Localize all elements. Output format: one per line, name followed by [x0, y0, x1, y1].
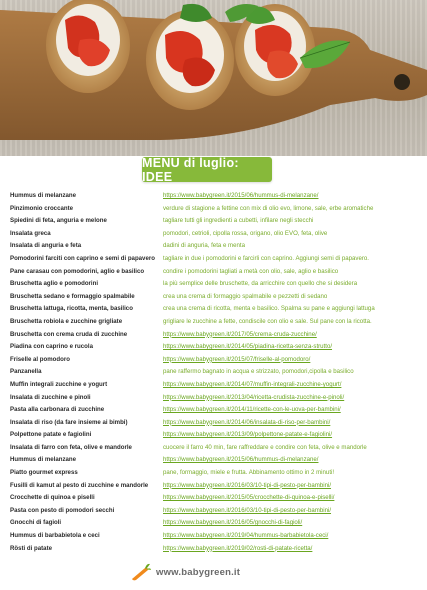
- menu-list: [10, 190, 420, 555]
- menu-row: [10, 530, 420, 543]
- dish-name: Insalata di anguria e feta: [10, 242, 82, 250]
- dish-description: pomodori, cetrioli, cipolla rossa, origano, olio EVO, feta, olive: [163, 229, 328, 237]
- recipe-link[interactable]: https://www.babygreen.it/2019/02/rosti-di-patate-ricetta/: [163, 544, 313, 552]
- dish-description: crea una crema di ricotta, menta e basilico. Spalma su pane e aggiungi lattuga: [163, 305, 375, 313]
- menu-row: [10, 203, 420, 216]
- menu-row: [10, 392, 420, 405]
- menu-row: [10, 429, 420, 442]
- menu-row: [10, 366, 420, 379]
- menu-row: [10, 215, 420, 228]
- dish-name: Pasta con pesto di pomodori secchi: [10, 506, 115, 514]
- dish-description: dadini di anguria, feta e menta: [163, 242, 245, 250]
- menu-row: [10, 303, 420, 316]
- menu-row: [10, 190, 420, 203]
- dish-description: pane raffermo bagnato in acqua e strizzato, pomodori,cipolla e basilico: [163, 368, 354, 376]
- dish-name: Bruschetta robiola e zucchine grigliate: [10, 317, 123, 325]
- dish-description: la più semplice delle bruschette, da arricchire con quello che si desidera: [163, 280, 358, 288]
- recipe-link[interactable]: https://www.babygreen.it/2014/07/muffin-integrali-zucchine-yogurt/: [163, 380, 342, 388]
- menu-row: [10, 341, 420, 354]
- dish-name: Pasta alla carbonara di zucchine: [10, 406, 105, 414]
- menu-row: [10, 417, 420, 430]
- dish-name: Hummus di melanzane: [10, 456, 77, 464]
- dish-name: Panzanella: [10, 368, 42, 376]
- menu-row: [10, 278, 420, 291]
- dish-description: verdure di stagione a fettine con mix di olio evo, limone, sale, erbe aromatiche: [163, 204, 374, 212]
- dish-name: Bruschetta aglio e pomodorini: [10, 280, 99, 288]
- dish-description: pane, formaggio, miele e frutta. Abbinamento ottimo in 2 minuti!: [163, 469, 335, 477]
- dish-description: tagliare in due i pomodorini e farcirli con caprino. Aggiungi semi di papavero.: [163, 254, 369, 262]
- dish-name: Pomodorini farciti con caprino e semi di papavero: [10, 254, 155, 262]
- menu-row: [10, 354, 420, 367]
- page-title: MENU di luglio: IDEE: [142, 157, 272, 182]
- recipe-link[interactable]: https://www.babygreen.it/2015/06/hummus-di-melanzane/: [163, 456, 319, 464]
- menu-row: [10, 404, 420, 417]
- dish-name: Gnocchi di fagioli: [10, 519, 62, 527]
- recipe-link[interactable]: https://www.babygreen.it/2016/03/10-tipi-di-pesto-per-bambini/: [163, 481, 332, 489]
- menu-row: [10, 240, 420, 253]
- dish-description: tagliare tutti gli ingredienti a cubetti, infilare negli stecchi: [163, 217, 314, 225]
- recipe-link[interactable]: https://www.babygreen.it/2015/07/friselle-al-pomodoro/: [163, 355, 311, 363]
- recipe-link[interactable]: https://www.babygreen.it/2017/05/crema-cruda-zucchine/: [163, 330, 317, 338]
- dish-name: Friselle al pomodoro: [10, 355, 70, 363]
- menu-row: [10, 454, 420, 467]
- recipe-link[interactable]: https://www.babygreen.it/2015/06/hummus-di-melanzane/: [163, 192, 319, 199]
- dish-name: Insalata di zucchine e pinoli: [10, 393, 91, 401]
- dish-description: crea una crema di formaggio spalmabile e pezzetti di sedano: [163, 292, 328, 300]
- dish-name: Piadina con caprino e rucola: [10, 343, 93, 351]
- menu-row: [10, 253, 420, 266]
- dish-name: Rösti di patate: [10, 544, 52, 552]
- carrot-icon: [130, 563, 152, 581]
- recipe-link[interactable]: https://www.babygreen.it/2014/05/piadina-ricetta-senza-strutto/: [163, 343, 333, 351]
- dish-name: Bruschetta con crema cruda di zucchine: [10, 330, 128, 338]
- recipe-link[interactable]: https://www.babygreen.it/2015/05/crocchette-di-quinoa-e-piselli/: [163, 494, 335, 502]
- dish-name: Crocchette di quinoa e piselli: [10, 494, 95, 502]
- recipe-link[interactable]: https://www.babygreen.it/2013/09/polpettone-patate-e-fagiolini/: [163, 431, 333, 439]
- recipe-link[interactable]: https://www.babygreen.it/2014/06/insalata-di-riso-per-bambini/: [163, 418, 331, 426]
- recipe-link[interactable]: https://www.babygreen.it/2016/05/gnocchi-di-fagioli/: [163, 519, 303, 527]
- menu-row: [10, 442, 420, 455]
- menu-row: [10, 480, 420, 493]
- dish-name: Fusilli di kamut al pesto di zucchine e mandorle: [10, 481, 149, 489]
- dish-name: Insalata di farro con feta, olive e mandorle: [10, 443, 132, 451]
- menu-row: [10, 228, 420, 241]
- recipe-link[interactable]: https://www.babygreen.it/2016/03/10-tipi-di-pesto-per-bambini/: [163, 506, 332, 514]
- dish-name: Muffin integrali zucchine e yogurt: [10, 380, 108, 388]
- menu-row: [10, 291, 420, 304]
- dish-name: Insalata di riso (da fare insieme ai bimbi): [10, 418, 128, 426]
- recipe-link[interactable]: https://www.babygreen.it/2014/11/ricette-con-le-uova-per-bambini/: [163, 406, 341, 414]
- bruschetta-board-photo: [0, 0, 427, 156]
- dish-name: Piatto gourmet express: [10, 469, 78, 477]
- hero-photo: [0, 0, 427, 156]
- dish-name: Bruschetta sedano e formaggio spalmabile: [10, 292, 135, 300]
- menu-row: [10, 266, 420, 279]
- dish-description: grigliare le zucchine a fette, condiscile con olio e sale. Sul pane con la ricotta.: [163, 317, 372, 325]
- footer-url[interactable]: www.babygreen.it: [156, 566, 241, 578]
- dish-description: cuocere il farro 40 min, fare raffreddare e condire con feta, olive e mandorle: [163, 443, 367, 451]
- menu-row: [10, 505, 420, 518]
- menu-row: [10, 467, 420, 480]
- recipe-link[interactable]: https://www.babygreen.it/2019/04/hummus-barbabietola-ceci/: [163, 532, 329, 540]
- recipe-link[interactable]: https://www.babygreen.it/2013/04/ricetta-crudista-zucchine-e-pinoli/: [163, 393, 345, 401]
- menu-row: [10, 329, 420, 342]
- menu-row: [10, 517, 420, 530]
- dish-name: Bruschetta lattuga, ricotta, menta, basilico: [10, 305, 133, 313]
- dish-name: Pane carasau con pomodorini, aglio e basilico: [10, 267, 145, 275]
- menu-row: [10, 379, 420, 392]
- dish-name: Hummus di barbabietola e ceci: [10, 532, 100, 540]
- dish-name: Hummus di melanzane: [10, 192, 77, 199]
- menu-row: [10, 543, 420, 556]
- dish-name: Polpettone patate e fagiolini: [10, 431, 92, 439]
- footer: [130, 562, 240, 582]
- menu-row: [10, 316, 420, 329]
- dish-name: Pinzimonio croccante: [10, 204, 73, 212]
- dish-description: condire i pomodorini tagliati a metà con olio, sale, aglio e basilico: [163, 267, 339, 275]
- menu-row: [10, 492, 420, 505]
- dish-name: Insalata greca: [10, 229, 51, 237]
- dish-name: Spiedini di feta, anguria e melone: [10, 217, 107, 225]
